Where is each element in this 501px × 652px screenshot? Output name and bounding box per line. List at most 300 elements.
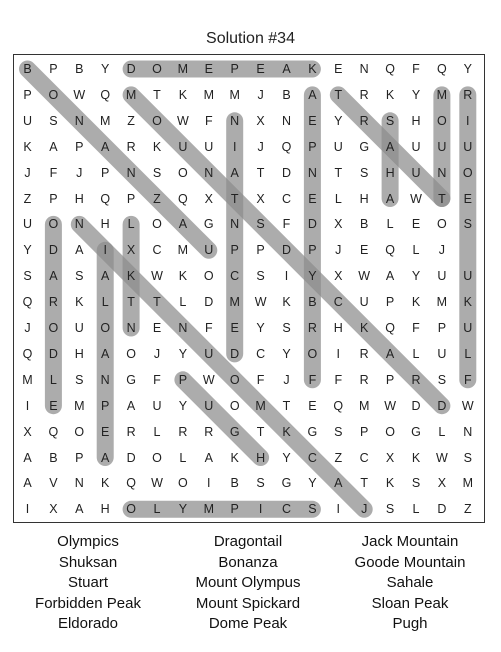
- grid-cell[interactable]: S: [411, 476, 421, 491]
- grid-cell[interactable]: T: [256, 165, 265, 180]
- grid-cell[interactable]: R: [359, 113, 369, 128]
- grid-cell[interactable]: W: [151, 269, 163, 284]
- grid-cell[interactable]: I: [25, 502, 30, 517]
- grid-cell[interactable]: R: [359, 87, 369, 102]
- grid-cell[interactable]: I: [25, 398, 30, 413]
- grid-cell[interactable]: M: [99, 113, 111, 128]
- grid-cell[interactable]: F: [49, 165, 58, 180]
- grid-cell[interactable]: O: [229, 398, 240, 413]
- grid-cell[interactable]: S: [282, 321, 291, 335]
- grid-cell[interactable]: C: [307, 450, 317, 465]
- grid-cell[interactable]: S: [334, 424, 343, 439]
- grid-cell[interactable]: X: [23, 424, 32, 439]
- grid-cell[interactable]: N: [74, 476, 84, 491]
- grid-cell[interactable]: Y: [178, 346, 188, 361]
- grid-cell[interactable]: K: [126, 269, 136, 284]
- grid-cell[interactable]: Z: [23, 191, 32, 206]
- grid-cell[interactable]: R: [463, 87, 473, 102]
- grid-cell[interactable]: L: [412, 502, 420, 517]
- grid-cell[interactable]: D: [126, 62, 136, 76]
- grid-cell[interactable]: U: [204, 139, 214, 154]
- grid-cell[interactable]: N: [126, 165, 136, 180]
- grid-cell[interactable]: L: [179, 295, 187, 310]
- grid-cell[interactable]: Y: [23, 243, 32, 258]
- grid-cell[interactable]: M: [436, 295, 448, 310]
- grid-cell[interactable]: R: [307, 321, 317, 335]
- grid-cell[interactable]: M: [22, 372, 33, 387]
- grid-cell[interactable]: K: [385, 476, 395, 491]
- grid-cell[interactable]: Q: [333, 398, 344, 413]
- grid-cell[interactable]: R: [204, 424, 214, 439]
- grid-cell[interactable]: J: [361, 502, 368, 517]
- grid-cell[interactable]: S: [23, 269, 32, 284]
- grid-cell[interactable]: E: [334, 62, 343, 76]
- grid-cell[interactable]: S: [463, 450, 472, 465]
- grid-cell[interactable]: E: [49, 398, 58, 413]
- grid-cell[interactable]: W: [151, 476, 163, 491]
- grid-cell[interactable]: F: [256, 372, 265, 387]
- grid-cell[interactable]: K: [411, 450, 421, 465]
- grid-cell[interactable]: Q: [385, 321, 395, 335]
- grid-cell[interactable]: O: [437, 113, 447, 128]
- grid-cell[interactable]: L: [386, 217, 394, 232]
- grid-cell[interactable]: F: [282, 217, 291, 232]
- grid-cell[interactable]: S: [256, 476, 265, 491]
- grid-cell[interactable]: K: [282, 424, 291, 439]
- grid-cell[interactable]: A: [101, 450, 110, 465]
- grid-cell[interactable]: V: [49, 476, 58, 491]
- grid-cell[interactable]: U: [437, 346, 447, 361]
- grid-cell[interactable]: M: [203, 502, 214, 517]
- grid-cell[interactable]: U: [437, 139, 447, 154]
- grid-cell[interactable]: E: [360, 243, 369, 258]
- grid-cell[interactable]: X: [334, 217, 343, 232]
- grid-cell[interactable]: T: [438, 191, 446, 206]
- grid-cell[interactable]: A: [23, 450, 32, 465]
- grid-cell[interactable]: R: [126, 424, 136, 439]
- grid-cell[interactable]: W: [254, 295, 267, 310]
- grid-cell[interactable]: E: [308, 191, 317, 206]
- grid-cell[interactable]: I: [284, 269, 289, 284]
- grid-cell[interactable]: Y: [282, 450, 291, 465]
- grid-cell[interactable]: X: [437, 476, 447, 491]
- grid-cell[interactable]: M: [229, 295, 240, 310]
- grid-cell[interactable]: B: [360, 217, 369, 232]
- grid-cell[interactable]: U: [463, 269, 473, 284]
- grid-cell[interactable]: O: [152, 450, 162, 465]
- grid-cell[interactable]: F: [308, 372, 317, 387]
- grid-cell[interactable]: H: [411, 113, 421, 128]
- grid-cell[interactable]: E: [101, 424, 110, 439]
- grid-cell[interactable]: M: [436, 87, 448, 102]
- grid-cell[interactable]: Q: [100, 191, 111, 206]
- grid-cell[interactable]: U: [411, 139, 421, 154]
- grid-cell[interactable]: C: [333, 295, 343, 310]
- grid-cell[interactable]: P: [360, 424, 369, 439]
- grid-cell[interactable]: K: [101, 476, 110, 491]
- grid-cell[interactable]: S: [152, 165, 162, 180]
- grid-cell[interactable]: U: [463, 321, 473, 335]
- grid-cell[interactable]: R: [48, 295, 58, 310]
- grid-cell[interactable]: E: [463, 191, 472, 206]
- grid-cell[interactable]: G: [229, 424, 240, 439]
- grid-cell[interactable]: Y: [463, 62, 472, 76]
- grid-cell[interactable]: A: [75, 243, 84, 258]
- grid-cell[interactable]: P: [256, 243, 265, 258]
- grid-cell[interactable]: P: [126, 191, 136, 206]
- grid-cell[interactable]: P: [178, 372, 188, 387]
- grid-cell[interactable]: O: [462, 165, 473, 180]
- grid-cell[interactable]: S: [256, 269, 265, 284]
- grid-cell[interactable]: O: [178, 165, 188, 180]
- grid-cell[interactable]: X: [204, 191, 213, 206]
- grid-cell[interactable]: Q: [126, 476, 136, 491]
- grid-cell[interactable]: A: [385, 269, 395, 284]
- grid-cell[interactable]: Y: [411, 269, 421, 284]
- grid-cell[interactable]: U: [359, 295, 369, 310]
- grid-cell[interactable]: Q: [385, 62, 395, 76]
- grid-cell[interactable]: A: [49, 139, 58, 154]
- grid-cell[interactable]: X: [126, 243, 136, 258]
- grid-cell[interactable]: C: [281, 191, 292, 206]
- grid-cell[interactable]: W: [410, 191, 422, 206]
- grid-cell[interactable]: S: [75, 372, 84, 387]
- grid-cell[interactable]: L: [153, 502, 161, 517]
- grid-cell[interactable]: I: [258, 502, 263, 517]
- grid-cell[interactable]: G: [307, 424, 318, 439]
- grid-cell[interactable]: K: [385, 87, 395, 102]
- grid-cell[interactable]: J: [257, 87, 264, 102]
- grid-cell[interactable]: S: [308, 502, 317, 517]
- grid-cell[interactable]: A: [230, 165, 239, 180]
- grid-cell[interactable]: K: [282, 295, 291, 310]
- grid-cell[interactable]: P: [75, 450, 84, 465]
- grid-cell[interactable]: P: [308, 139, 317, 154]
- grid-cell[interactable]: U: [204, 243, 214, 258]
- grid-cell[interactable]: F: [334, 372, 343, 387]
- grid-cell[interactable]: O: [48, 321, 59, 335]
- grid-cell[interactable]: X: [385, 450, 395, 465]
- grid-cell[interactable]: J: [24, 165, 31, 180]
- grid-cell[interactable]: U: [204, 346, 214, 361]
- grid-cell[interactable]: W: [176, 113, 189, 128]
- grid-cell[interactable]: U: [411, 165, 421, 180]
- grid-cell[interactable]: E: [308, 398, 317, 413]
- grid-cell[interactable]: J: [335, 243, 342, 258]
- grid-cell[interactable]: T: [334, 165, 343, 180]
- grid-cell[interactable]: A: [49, 269, 58, 284]
- grid-cell[interactable]: B: [308, 295, 317, 310]
- grid-cell[interactable]: O: [152, 62, 162, 76]
- grid-cell[interactable]: H: [359, 191, 369, 206]
- grid-cell[interactable]: A: [101, 139, 110, 154]
- grid-cell[interactable]: K: [360, 321, 369, 335]
- grid-cell[interactable]: S: [360, 165, 369, 180]
- grid-cell[interactable]: Q: [437, 62, 447, 76]
- grid-cell[interactable]: J: [76, 165, 83, 180]
- grid-cell[interactable]: Q: [385, 243, 395, 258]
- grid-cell[interactable]: O: [437, 217, 447, 232]
- grid-cell[interactable]: P: [23, 87, 32, 102]
- grid-cell[interactable]: H: [100, 502, 110, 517]
- grid-cell[interactable]: M: [462, 476, 473, 491]
- grid-cell[interactable]: X: [49, 502, 58, 517]
- grid-cell[interactable]: N: [463, 424, 473, 439]
- grid-cell[interactable]: L: [438, 424, 446, 439]
- grid-cell[interactable]: G: [411, 424, 421, 439]
- grid-cell[interactable]: F: [412, 62, 420, 76]
- grid-cell[interactable]: Y: [308, 269, 317, 284]
- grid-cell[interactable]: B: [49, 450, 58, 465]
- grid-cell[interactable]: B: [75, 62, 84, 76]
- grid-cell[interactable]: O: [178, 476, 188, 491]
- grid-cell[interactable]: N: [307, 165, 317, 180]
- grid-cell[interactable]: I: [232, 139, 237, 154]
- grid-cell[interactable]: O: [100, 321, 111, 335]
- grid-cell[interactable]: M: [125, 87, 137, 102]
- grid-cell[interactable]: A: [385, 191, 395, 206]
- grid-cell[interactable]: Y: [282, 346, 291, 361]
- grid-cell[interactable]: J: [438, 243, 446, 258]
- grid-cell[interactable]: U: [178, 139, 188, 154]
- grid-cell[interactable]: K: [178, 87, 188, 102]
- grid-cell[interactable]: S: [75, 269, 84, 284]
- grid-cell[interactable]: N: [100, 372, 110, 387]
- grid-cell[interactable]: G: [203, 217, 214, 232]
- grid-cell[interactable]: T: [334, 87, 343, 102]
- grid-cell[interactable]: L: [179, 450, 187, 465]
- grid-cell[interactable]: I: [336, 502, 341, 517]
- grid-cell[interactable]: G: [359, 139, 370, 154]
- grid-cell[interactable]: P: [230, 243, 239, 258]
- grid-cell[interactable]: O: [152, 113, 162, 128]
- grid-cell[interactable]: D: [204, 295, 214, 310]
- grid-cell[interactable]: A: [126, 398, 136, 413]
- grid-cell[interactable]: C: [281, 502, 292, 517]
- grid-cell[interactable]: Z: [334, 450, 343, 465]
- grid-cell[interactable]: P: [308, 243, 317, 258]
- grid-cell[interactable]: P: [49, 191, 58, 206]
- grid-cell[interactable]: W: [461, 398, 474, 413]
- grid-cell[interactable]: R: [178, 424, 188, 439]
- grid-cell[interactable]: S: [49, 113, 58, 128]
- grid-cell[interactable]: O: [152, 217, 162, 232]
- grid-cell[interactable]: T: [153, 87, 161, 102]
- grid-cell[interactable]: G: [281, 476, 292, 491]
- grid-cell[interactable]: K: [178, 269, 188, 284]
- grid-cell[interactable]: N: [204, 165, 214, 180]
- grid-cell[interactable]: A: [101, 346, 110, 361]
- grid-cell[interactable]: Y: [411, 87, 421, 102]
- grid-cell[interactable]: D: [281, 243, 292, 258]
- grid-cell[interactable]: Q: [22, 346, 33, 361]
- grid-cell[interactable]: J: [24, 321, 31, 335]
- grid-cell[interactable]: M: [177, 62, 189, 76]
- grid-cell[interactable]: G: [126, 372, 136, 387]
- grid-cell[interactable]: N: [126, 321, 136, 335]
- grid-cell[interactable]: S: [256, 217, 265, 232]
- grid-cell[interactable]: C: [256, 346, 266, 361]
- grid-cell[interactable]: U: [152, 398, 162, 413]
- grid-cell[interactable]: K: [152, 139, 162, 154]
- grid-cell[interactable]: P: [385, 372, 395, 387]
- grid-cell[interactable]: T: [127, 295, 135, 310]
- grid-cell[interactable]: A: [282, 62, 291, 76]
- grid-cell[interactable]: F: [204, 321, 213, 335]
- grid-cell[interactable]: J: [283, 372, 290, 387]
- grid-cell[interactable]: T: [282, 398, 291, 413]
- grid-cell[interactable]: D: [307, 217, 317, 232]
- grid-cell[interactable]: Z: [463, 502, 472, 517]
- grid-cell[interactable]: H: [100, 217, 110, 232]
- grid-cell[interactable]: H: [74, 191, 84, 206]
- grid-cell[interactable]: K: [75, 295, 84, 310]
- grid-cell[interactable]: W: [358, 269, 371, 284]
- grid-cell[interactable]: N: [178, 321, 188, 335]
- grid-cell[interactable]: B: [282, 87, 291, 102]
- grid-cell[interactable]: Y: [178, 502, 188, 517]
- grid-cell[interactable]: L: [464, 346, 472, 361]
- grid-cell[interactable]: I: [336, 346, 341, 361]
- grid-cell[interactable]: F: [204, 113, 213, 128]
- grid-cell[interactable]: S: [385, 113, 395, 128]
- grid-cell[interactable]: Q: [281, 139, 292, 154]
- grid-cell[interactable]: S: [385, 502, 395, 517]
- grid-cell[interactable]: D: [281, 165, 292, 180]
- grid-cell[interactable]: N: [230, 217, 240, 232]
- grid-cell[interactable]: D: [437, 502, 447, 517]
- grid-cell[interactable]: M: [255, 398, 266, 413]
- grid-cell[interactable]: Q: [48, 424, 59, 439]
- grid-cell[interactable]: S: [463, 217, 472, 232]
- grid-cell[interactable]: P: [230, 62, 239, 76]
- grid-cell[interactable]: N: [74, 113, 84, 128]
- grid-cell[interactable]: U: [463, 139, 473, 154]
- grid-cell[interactable]: E: [256, 62, 265, 76]
- grid-cell[interactable]: J: [153, 346, 161, 361]
- grid-cell[interactable]: O: [307, 346, 318, 361]
- grid-cell[interactable]: M: [74, 398, 85, 413]
- grid-cell[interactable]: A: [385, 346, 395, 361]
- grid-cell[interactable]: T: [230, 191, 239, 206]
- word-search-grid[interactable]: [13, 54, 485, 523]
- grid-cell[interactable]: E: [411, 217, 421, 232]
- grid-cell[interactable]: O: [126, 346, 136, 361]
- grid-cell[interactable]: P: [385, 295, 395, 310]
- grid-cell[interactable]: D: [126, 450, 136, 465]
- grid-cell[interactable]: N: [437, 165, 447, 180]
- grid-cell[interactable]: O: [126, 502, 136, 517]
- grid-cell[interactable]: K: [463, 295, 472, 310]
- grid-cell[interactable]: R: [411, 372, 421, 387]
- grid-cell[interactable]: K: [411, 295, 421, 310]
- grid-cell[interactable]: Q: [22, 295, 33, 310]
- grid-cell[interactable]: A: [308, 87, 317, 102]
- grid-cell[interactable]: W: [435, 450, 448, 465]
- grid-cell[interactable]: P: [49, 62, 58, 76]
- grid-cell[interactable]: S: [437, 372, 447, 387]
- grid-cell[interactable]: A: [178, 217, 188, 232]
- grid-cell[interactable]: R: [359, 346, 369, 361]
- grid-cell[interactable]: P: [230, 502, 239, 517]
- grid-cell[interactable]: U: [333, 139, 343, 154]
- grid-cell[interactable]: W: [384, 398, 396, 413]
- grid-cell[interactable]: K: [308, 62, 317, 76]
- grid-cell[interactable]: N: [281, 113, 292, 128]
- grid-cell[interactable]: I: [207, 476, 211, 491]
- grid-cell[interactable]: N: [74, 217, 84, 232]
- grid-cell[interactable]: Y: [334, 113, 343, 128]
- grid-cell[interactable]: X: [334, 269, 343, 284]
- grid-cell[interactable]: A: [334, 476, 343, 491]
- grid-cell[interactable]: C: [152, 243, 162, 258]
- grid-cell[interactable]: K: [230, 450, 239, 465]
- grid-cell[interactable]: A: [75, 502, 84, 517]
- grid-cell[interactable]: R: [359, 372, 369, 387]
- grid-cell[interactable]: O: [74, 424, 85, 439]
- grid-cell[interactable]: L: [127, 217, 135, 232]
- grid-cell[interactable]: H: [256, 450, 266, 465]
- grid-cell[interactable]: E: [308, 113, 317, 128]
- grid-cell[interactable]: Y: [101, 62, 110, 76]
- grid-cell[interactable]: N: [359, 62, 369, 76]
- grid-cell[interactable]: D: [437, 398, 447, 413]
- grid-cell[interactable]: L: [334, 191, 342, 206]
- grid-cell[interactable]: P: [437, 321, 447, 335]
- grid-cell[interactable]: X: [256, 191, 265, 206]
- grid-cell[interactable]: U: [22, 217, 33, 232]
- grid-cell[interactable]: M: [229, 87, 240, 102]
- grid-cell[interactable]: N: [230, 113, 240, 128]
- grid-cell[interactable]: J: [257, 139, 264, 154]
- grid-cell[interactable]: A: [385, 139, 395, 154]
- grid-cell[interactable]: P: [101, 398, 110, 413]
- grid-cell[interactable]: M: [203, 87, 214, 102]
- grid-cell[interactable]: U: [204, 398, 214, 413]
- grid-cell[interactable]: L: [412, 346, 420, 361]
- grid-cell[interactable]: X: [256, 113, 265, 128]
- grid-cell[interactable]: D: [48, 243, 58, 258]
- grid-cell[interactable]: A: [204, 450, 213, 465]
- grid-cell[interactable]: M: [177, 243, 189, 258]
- grid-cell[interactable]: O: [229, 372, 240, 387]
- grid-cell[interactable]: D: [230, 346, 240, 361]
- grid-cell[interactable]: U: [74, 321, 84, 335]
- grid-cell[interactable]: R: [126, 139, 136, 154]
- grid-cell[interactable]: P: [75, 139, 84, 154]
- grid-cell[interactable]: Y: [256, 321, 265, 335]
- grid-cell[interactable]: Z: [153, 191, 161, 206]
- grid-cell[interactable]: A: [101, 269, 110, 284]
- grid-cell[interactable]: O: [385, 424, 395, 439]
- grid-cell[interactable]: O: [203, 269, 214, 284]
- grid-cell[interactable]: I: [466, 113, 470, 128]
- grid-cell[interactable]: C: [230, 269, 240, 284]
- grid-cell[interactable]: U: [437, 269, 447, 284]
- grid-cell[interactable]: M: [358, 398, 370, 413]
- grid-cell[interactable]: K: [23, 139, 32, 154]
- grid-cell[interactable]: F: [463, 372, 472, 387]
- grid-cell[interactable]: E: [204, 62, 213, 76]
- grid-cell[interactable]: D: [48, 346, 58, 361]
- grid-cell[interactable]: F: [153, 372, 161, 387]
- grid-cell[interactable]: T: [256, 424, 265, 439]
- grid-cell[interactable]: W: [73, 87, 86, 102]
- grid-cell[interactable]: B: [23, 62, 32, 76]
- grid-cell[interactable]: O: [48, 87, 59, 102]
- grid-cell[interactable]: Y: [178, 398, 188, 413]
- grid-cell[interactable]: D: [411, 398, 421, 413]
